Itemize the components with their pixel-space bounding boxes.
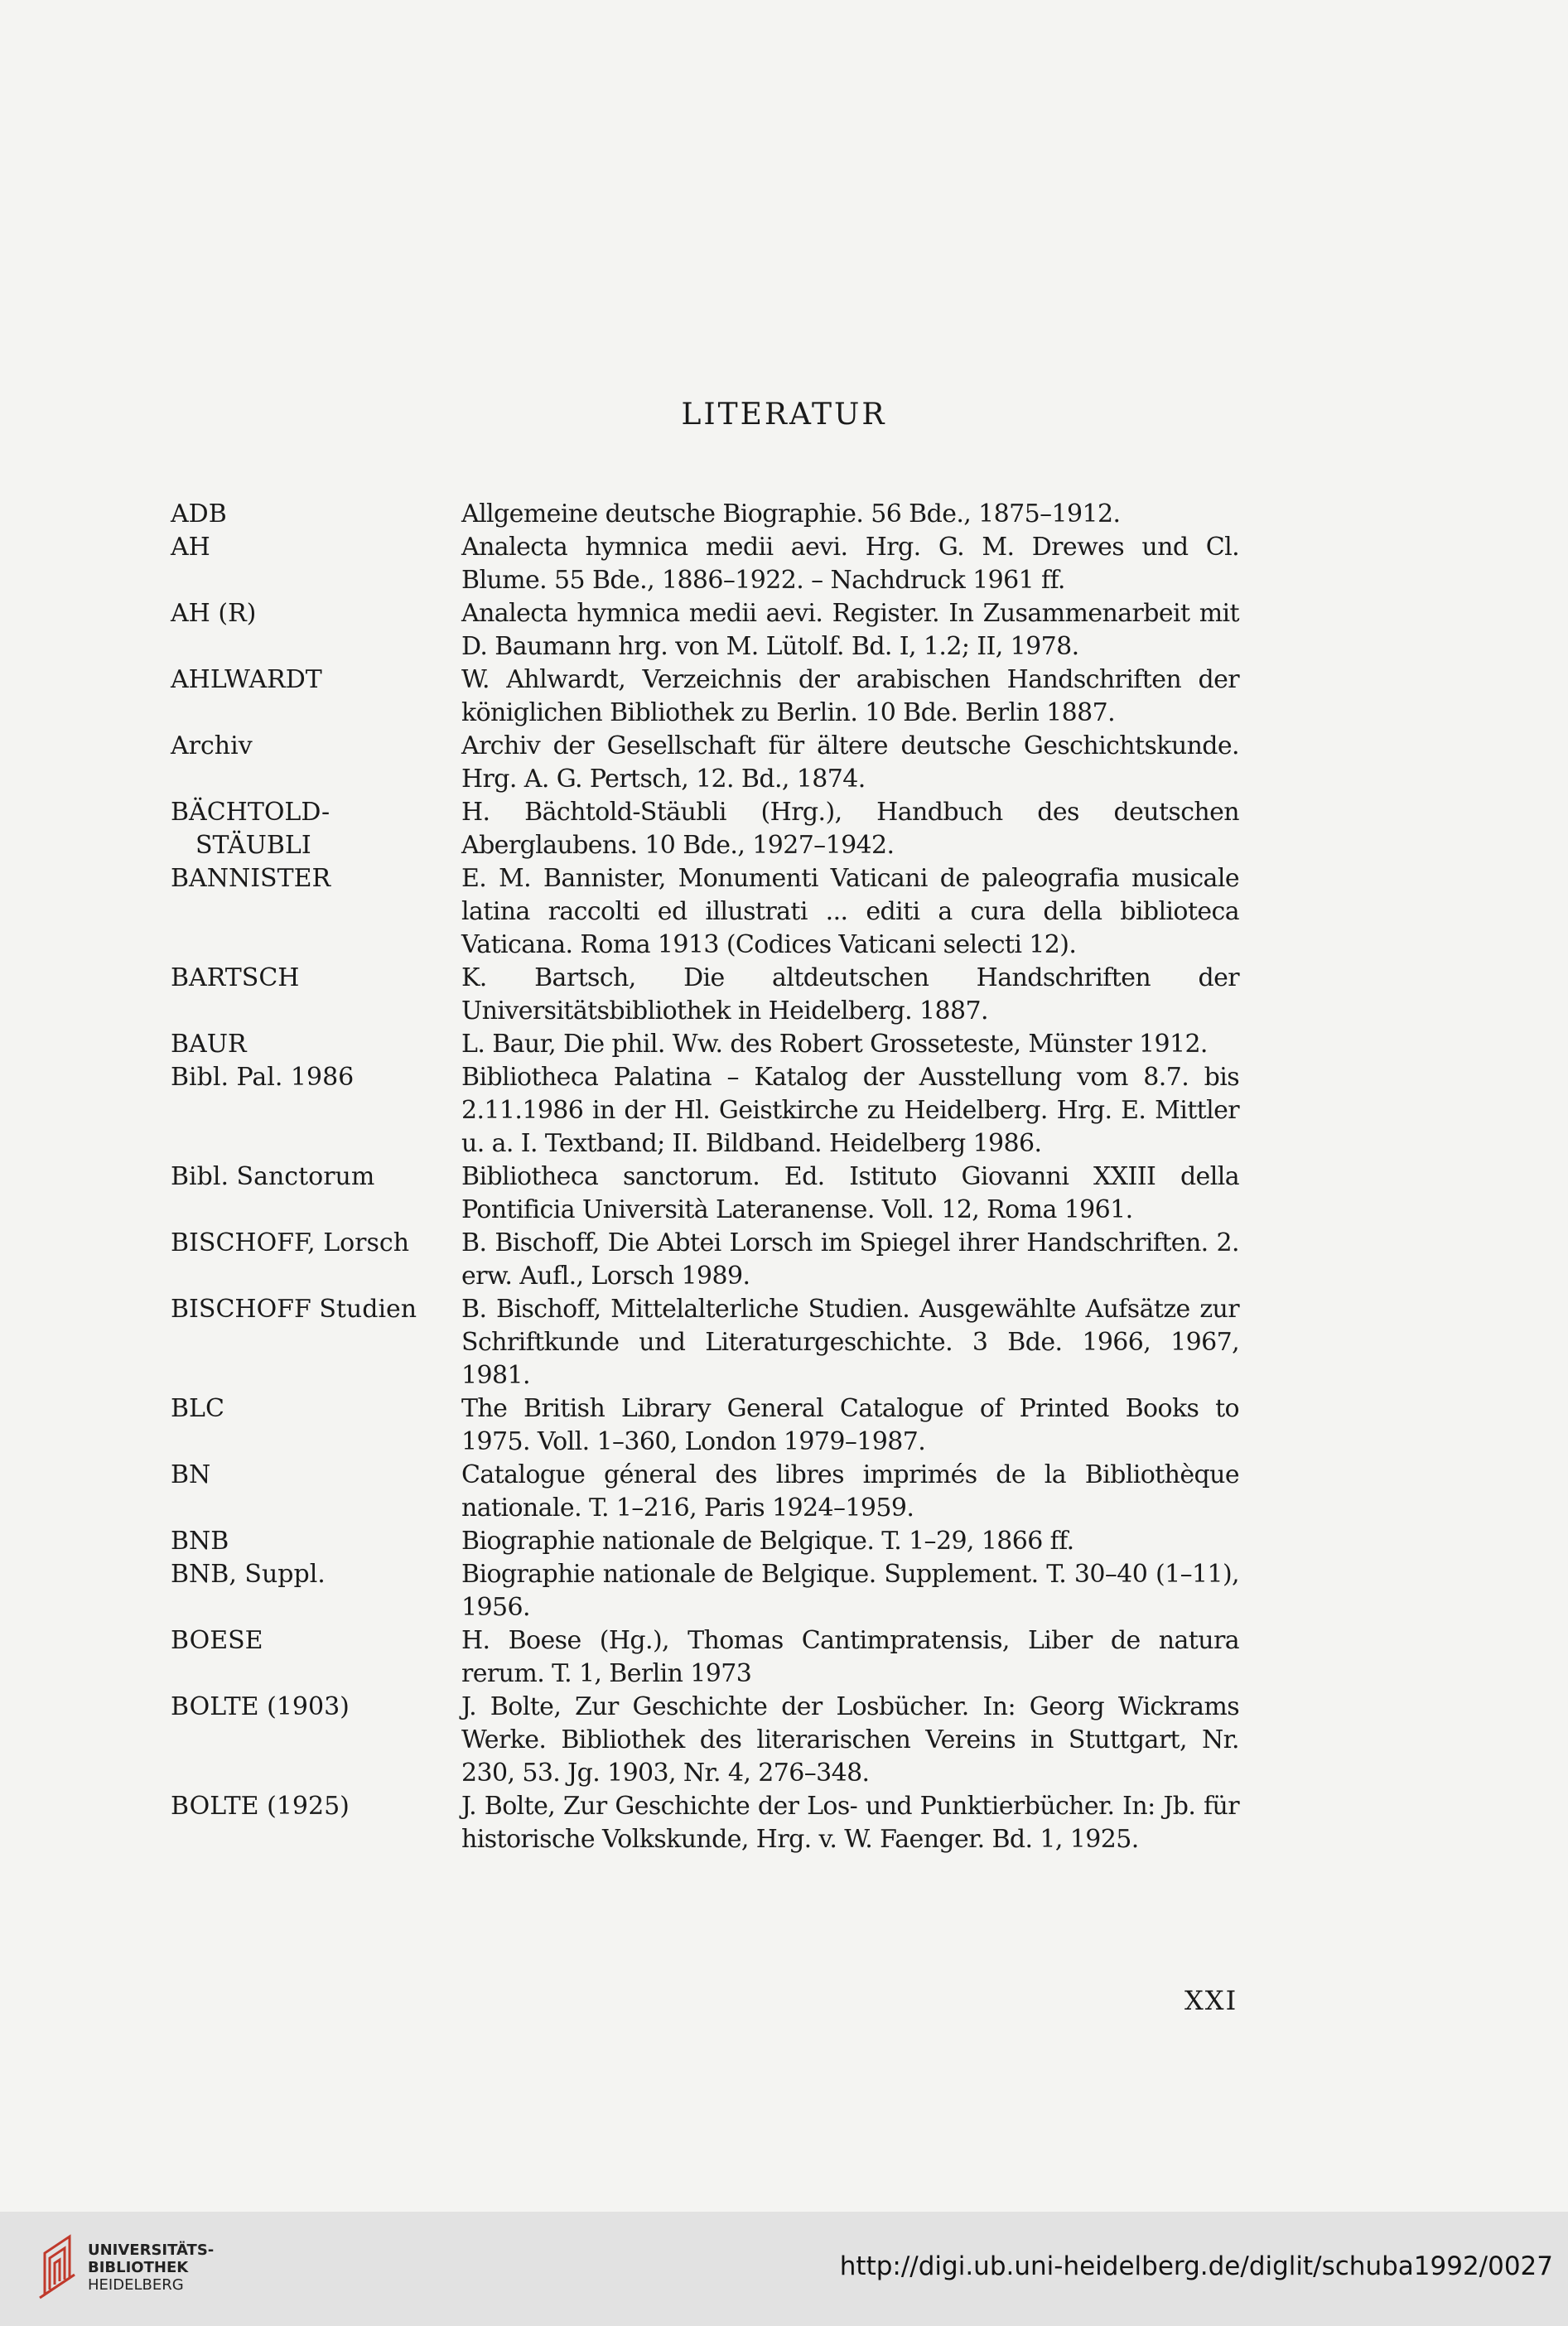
entry-abbreviation-line: BISCHOFF Studien <box>171 1295 417 1324</box>
entry-abbreviation-line: BOESE <box>171 1626 263 1655</box>
entry-abbreviation-line: AHLWARDT <box>171 665 322 694</box>
bibliography-entry <box>171 862 1239 962</box>
entry-abbreviation-line: AH <box>171 533 210 562</box>
entry-citation: Archiv der Gesellschaft für ältere deutsche Geschichtskunde. Hrg. A. G. Pertsch, 12. Bd., 1874. <box>461 731 1239 794</box>
entry-abbreviation <box>171 1293 461 1392</box>
bibliography-entry <box>171 597 1239 664</box>
entry-citation: J. Bolte, Zur Geschichte der Los- und Punktierbücher. In: Jb. für historische Volkskunde, Hrg. v. W. Faenger. Bd. 1, 1925. <box>461 1792 1239 1854</box>
library-name-line: UNIVERSITÄTS- <box>88 2242 215 2259</box>
library-city: HEIDELBERG <box>88 2276 184 2294</box>
entry-abbreviation <box>171 531 461 597</box>
entry-abbreviation-line: BAUR <box>171 1030 247 1059</box>
entry-abbreviation-line: BÄCHTOLD- <box>171 798 330 827</box>
entry-abbreviation <box>171 862 461 962</box>
bibliography-entry <box>171 664 1239 730</box>
entry-abbreviation-line: Bibl. Pal. 1986 <box>171 1063 355 1092</box>
entry-abbreviation-line: BISCHOFF, Lorsch <box>171 1228 410 1257</box>
entry-citation: Analecta hymnica medii aevi. Hrg. G. M. Drewes und Cl. Blume. 55 Bde., 1886–1922. – Nachdruck 1961 ff. <box>461 533 1239 595</box>
entry-citation: B. Bischoff, Mittelalterliche Studien. Ausgewählte Aufsätze zur Schriftkunde und Literaturgeschichte. 3 Bde. 1966, 1967, 1981. <box>461 1295 1239 1390</box>
entry-abbreviation-line: BOLTE (1903) <box>171 1692 350 1721</box>
entry-citation: Bibliotheca sanctorum. Ed. Istituto Giovanni XXIII della Pontificia Università Lateranense. Voll. 12, Roma 1961. <box>461 1162 1239 1224</box>
entry-abbreviation-line: AH (R) <box>171 599 257 628</box>
entry-abbreviation-line: Bibl. Sanctorum <box>171 1162 375 1191</box>
bibliography-entry <box>171 1525 1239 1558</box>
entry-abbreviation-line: BARTSCH <box>171 963 300 992</box>
entry-abbreviation-line: ADB <box>171 499 227 528</box>
entry-abbreviation-line: BN <box>171 1460 211 1489</box>
entry-citation: Biographie nationale de Belgique. T. 1–29, 1866 ff. <box>461 1527 1074 1556</box>
entry-citation: Bibliotheca Palatina – Katalog der Ausstellung vom 8.7. bis 2.11.1986 in der Hl. Geistkirche zu Heidelberg. Hrg. E. Mittler u. a. I. Textband; II. Bildband. Heidelberg 1986. <box>461 1063 1239 1158</box>
entry-citation: W. Ahlwardt, Verzeichnis der arabischen Handschriften der königlichen Bibliothek zu Berlin. 10 Bde. Berlin 1887. <box>461 665 1239 727</box>
entry-abbreviation <box>171 962 461 1028</box>
bibliography-entry <box>171 730 1239 796</box>
bibliography-entry <box>171 1459 1239 1525</box>
entry-citation: Catalogue géneral des libres imprimés de la Bibliothèque nationale. T. 1–216, Paris 1924–1959. <box>461 1460 1239 1523</box>
entry-citation: L. Baur, Die phil. Ww. des Robert Grosseteste, Münster 1912. <box>461 1030 1208 1059</box>
entry-abbreviation-line: BNB, Suppl. <box>171 1560 326 1589</box>
entry-citation: J. Bolte, Zur Geschichte der Losbücher. In: Georg Wickrams Werke. Bibliothek des literarischen Vereins in Stuttgart, Nr. 230, 53. Jg. 1903, Nr. 4, 276–348. <box>461 1692 1239 1788</box>
bibliography-entry <box>171 1293 1239 1392</box>
library-name <box>88 2242 214 2294</box>
entry-abbreviation <box>171 498 461 531</box>
entry-citation: Analecta hymnica medii aevi. Register. In Zusammenarbeit mit D. Baumann hrg. von M. Lütolf. Bd. I, 1.2; II, 1978. <box>461 599 1239 661</box>
page-number: XXI <box>1184 1985 1238 2016</box>
entry-abbreviation-line: STÄUBLI <box>195 831 311 860</box>
entry-abbreviation <box>171 796 461 862</box>
bibliography-entry <box>171 1061 1239 1161</box>
bibliography-entry <box>171 531 1239 597</box>
bibliography-entry <box>171 498 1239 531</box>
entry-abbreviation <box>171 1558 461 1624</box>
entry-abbreviation <box>171 1624 461 1691</box>
bibliography-list <box>171 498 1239 1856</box>
entry-citation: H. Bächtold-Stäubli (Hrg.), Handbuch des deutschen Aberglaubens. 10 Bde., 1927–1942. <box>461 798 1239 860</box>
bibliography-entry <box>171 1624 1239 1691</box>
entry-abbreviation <box>171 1790 461 1856</box>
footer-bar <box>0 2212 1568 2326</box>
source-url-link[interactable]: http://digi.ub.uni-heidelberg.de/diglit/schuba1992/0027 <box>839 2251 1553 2281</box>
entry-citation: E. M. Bannister, Monumenti Vaticani de paleografia musicale latina raccolti ed illustrati ... editi a cura della biblioteca Vaticana. Roma 1913 (Codices Vaticani selecti 12). <box>461 864 1239 959</box>
bibliography-entry <box>171 962 1239 1028</box>
entry-abbreviation <box>171 1028 461 1061</box>
bibliography-entry <box>171 1392 1239 1459</box>
entry-citation: The British Library General Catalogue of Printed Books to 1975. Voll. 1–360, London 1979–1987. <box>461 1394 1239 1456</box>
entry-citation: B. Bischoff, Die Abtei Lorsch im Spiegel ihrer Handschriften. 2. erw. Aufl., Lorsch 1989. <box>461 1228 1239 1291</box>
entry-abbreviation <box>171 597 461 664</box>
entry-citation: K. Bartsch, Die altdeutschen Handschriften der Universitätsbibliothek in Heidelberg. 1887. <box>461 963 1239 1025</box>
entry-citation: H. Boese (Hg.), Thomas Cantimpratensis, Liber de natura rerum. T. 1, Berlin 1973 <box>461 1626 1239 1688</box>
entry-abbreviation-line: BNB <box>171 1527 229 1556</box>
entry-abbreviation <box>171 1525 461 1558</box>
bibliography-entry <box>171 1227 1239 1293</box>
entry-abbreviation <box>171 1161 461 1227</box>
entry-abbreviation <box>171 1061 461 1161</box>
entry-abbreviation <box>171 730 461 796</box>
entry-citation: Allgemeine deutsche Biographie. 56 Bde., 1875–1912. <box>461 499 1121 528</box>
entry-abbreviation-line: BOLTE (1925) <box>171 1792 350 1821</box>
ub-heidelberg-logo-icon <box>36 2228 88 2301</box>
bibliography-entry <box>171 1558 1239 1624</box>
entry-abbreviation-line: Archiv <box>171 731 253 760</box>
entry-citation: Biographie nationale de Belgique. Supplement. T. 30–40 (1–11), 1956. <box>461 1560 1239 1622</box>
bibliography-entry <box>171 796 1239 862</box>
bibliography-entry <box>171 1790 1239 1856</box>
entry-abbreviation <box>171 1459 461 1525</box>
entry-abbreviation-line: BANNISTER <box>171 864 331 893</box>
entry-abbreviation <box>171 664 461 730</box>
bibliography-entry <box>171 1028 1239 1061</box>
page-title: LITERATUR <box>681 398 887 432</box>
entry-abbreviation-line: BLC <box>171 1394 224 1423</box>
library-name-line: BIBLIOTHEK <box>88 2259 189 2276</box>
entry-abbreviation <box>171 1392 461 1459</box>
bibliography-entry <box>171 1161 1239 1227</box>
entry-abbreviation <box>171 1227 461 1293</box>
entry-abbreviation <box>171 1691 461 1790</box>
bibliography-entry <box>171 1691 1239 1790</box>
